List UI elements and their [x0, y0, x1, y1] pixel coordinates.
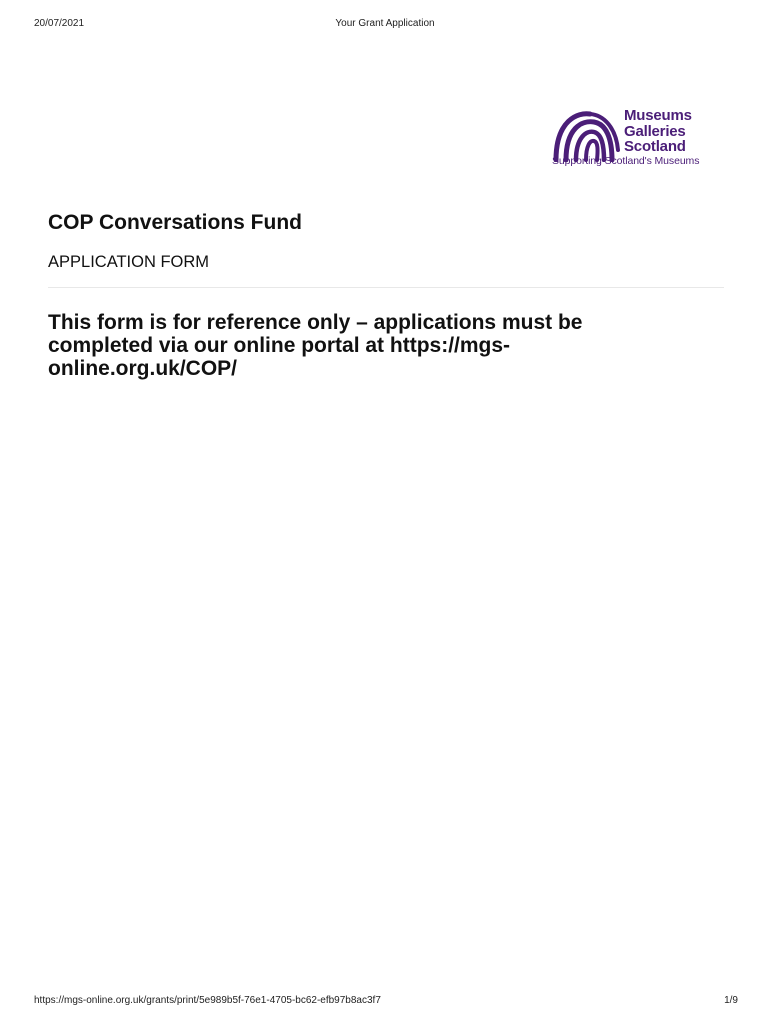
- print-footer-url: https://mgs-online.org.uk/grants/print/5e989b5f-76e1-4705-bc62-efb97b8ac3f7: [34, 995, 381, 1006]
- form-subtitle: APPLICATION FORM: [48, 253, 210, 271]
- logo-line-galleries: Galleries: [624, 122, 686, 140]
- museums-galleries-scotland-logo: [550, 106, 710, 170]
- section-divider: [48, 287, 724, 288]
- print-header-date: 20/07/2021: [34, 18, 85, 29]
- logo-wordmark: [624, 108, 692, 155]
- logo-tagline: Supporting Scotland's Museums: [552, 155, 700, 167]
- logo-line-museums: Museums: [624, 107, 692, 124]
- fund-title: COP Conversations Fund: [48, 211, 302, 234]
- logo-line-scotland: Scotland: [624, 138, 686, 155]
- reference-notice: This form is for reference only – applications must be completed via our online portal at https://mgs-online.org.uk/COP/: [48, 311, 583, 380]
- print-header-title: Your Grant Application: [335, 18, 435, 29]
- print-footer-page-number: 1/9: [724, 995, 738, 1006]
